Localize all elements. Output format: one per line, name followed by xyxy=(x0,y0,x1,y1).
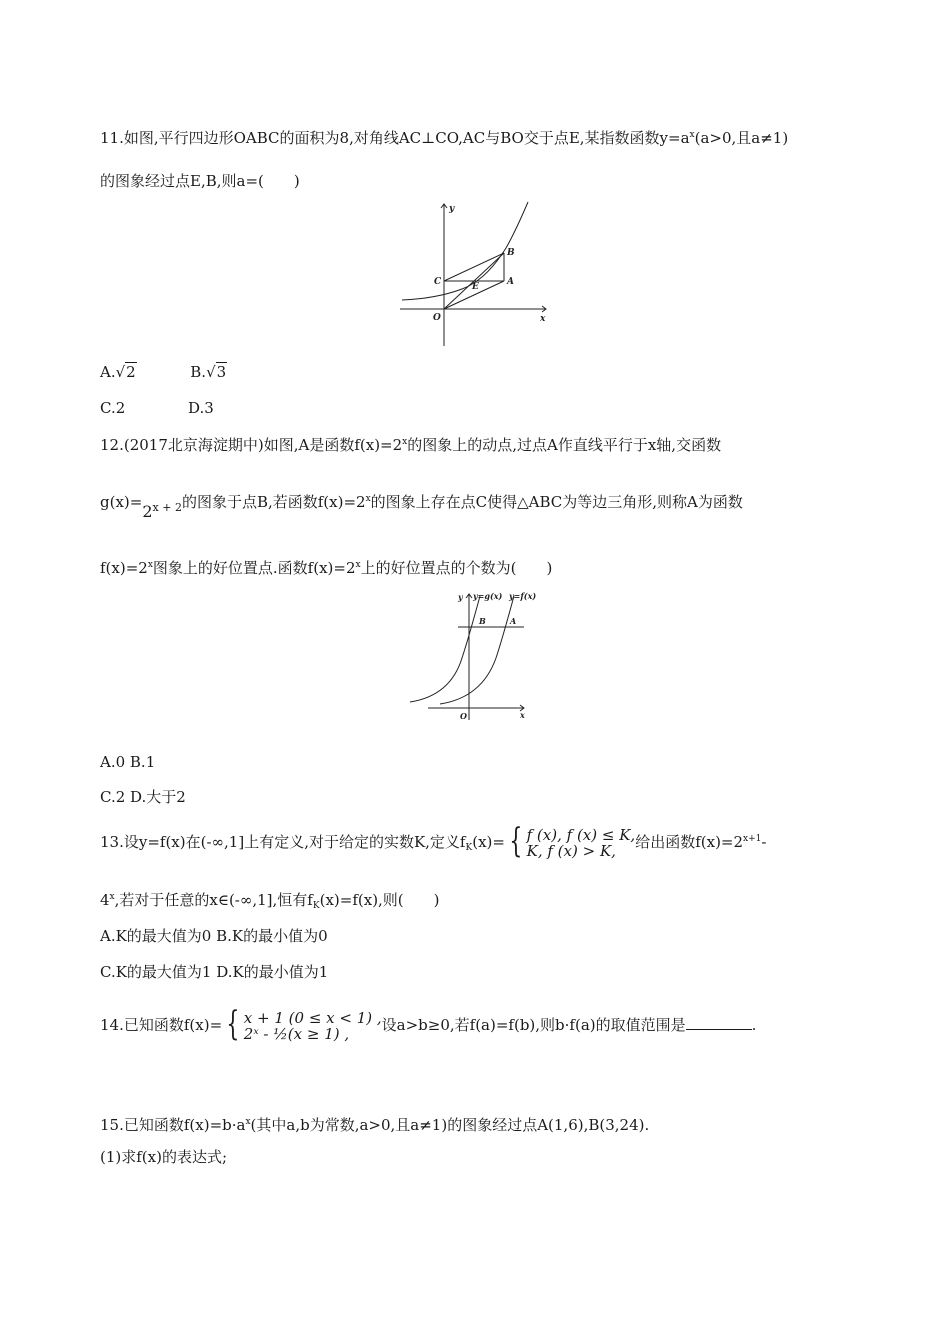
q12-sup-3b: x xyxy=(355,560,361,570)
q12-text-2b: 的图象于点B,若函数f(x)=2 xyxy=(181,493,366,511)
q14-case-2: 2ˣ - ½(x ≥ 1) , xyxy=(243,1025,350,1043)
q15-sup: x xyxy=(245,1117,251,1127)
q13-text-1d: - xyxy=(761,833,767,851)
q11-opt-a-value: 2 xyxy=(126,363,136,381)
q12-label-y: y xyxy=(458,592,463,602)
q13-text-1c: 给出函数f(x)=2 xyxy=(635,833,744,851)
q13-sup-2: x xyxy=(109,892,115,902)
q13-opt-1: A.K的最大值为0 B.K的最小值为0 xyxy=(100,927,328,945)
q13-options-2 xyxy=(100,962,328,982)
q12-power-exp: x + 2 xyxy=(152,501,182,514)
q11-line2 xyxy=(100,171,300,191)
q14-end: . xyxy=(751,1016,757,1034)
q12-label-f: y=f(x) xyxy=(509,591,536,601)
q13-brace: { xyxy=(509,821,523,861)
q13-sub-1: K xyxy=(465,843,473,853)
q13-sub-2: K xyxy=(312,901,320,911)
q11-label-B: B xyxy=(507,248,515,258)
q11-segment-CB xyxy=(444,253,504,281)
q12-text-3b: 图象上的好位置点.函数f(x)=2 xyxy=(152,559,356,577)
q13-text-2c: (x)=f(x),则( ) xyxy=(319,891,440,909)
q11-text-1-tail: (a>0,且a≠1) xyxy=(694,129,789,147)
q13-text-2a: 4 xyxy=(100,891,110,909)
q12-text-3c: 上的好位置点的个数为( ) xyxy=(360,559,553,577)
q15-line1 xyxy=(100,1115,649,1138)
q13-text-1a: 13.设y=f(x)在(-∞,1]上有定义,对于给定的实数K,定义f xyxy=(100,833,466,851)
q11-opt-b-sqrt: √3 xyxy=(206,363,227,381)
q12-options-1 xyxy=(100,752,155,772)
q12-curve-f xyxy=(440,596,517,704)
q15-text-1a: 15.已知函数f(x)=b·a xyxy=(100,1116,246,1134)
q12-power xyxy=(142,502,182,524)
q12-sup-2: x xyxy=(365,494,371,504)
q12-figure xyxy=(406,588,536,722)
q12-label-A: A xyxy=(510,616,517,626)
q11-label-C: C xyxy=(434,277,442,287)
q12-text-1b: 的图象上的动点,过点A作直线平行于x轴,交函数 xyxy=(407,436,722,454)
q15-line2 xyxy=(100,1147,227,1167)
q12-line2 xyxy=(100,492,743,521)
q12-label-B: B xyxy=(479,616,486,626)
q12-sup-3a: x xyxy=(147,560,153,570)
q14-case-1: x + 1 (0 ≤ x < 1) , xyxy=(243,1009,382,1027)
q12-line3 xyxy=(100,558,552,581)
q11-sup: x xyxy=(689,130,695,140)
q12-options-2 xyxy=(100,787,186,807)
q12-power-base: 2 xyxy=(142,502,153,521)
q12-label-g: y=g(x) xyxy=(473,591,503,601)
q14-tail: 设a>b≥0,若f(a)=f(b),则b·f(a)的取值范围是 xyxy=(381,1016,686,1034)
q13-line1 xyxy=(100,822,766,865)
q13-text-1b: (x)= xyxy=(472,833,505,851)
q12-opt-1: A.0 B.1 xyxy=(100,753,156,771)
q13-text-2b: ,若对于任意的x∈(-∞,1],恒有f xyxy=(114,891,313,909)
q13-options-1 xyxy=(100,926,328,946)
q13-case-1: f (x), f (x) ≤ K, xyxy=(526,826,636,844)
q11-options-ab xyxy=(100,362,227,382)
q12-label-x: x xyxy=(520,710,525,720)
q12-sup-1: x xyxy=(402,437,408,447)
q11-label-y: y xyxy=(449,204,455,214)
q15-text-2: (1)求f(x)的表达式; xyxy=(100,1148,228,1166)
q12-text-3a: f(x)=2 xyxy=(100,559,148,577)
q11-opt-a-sqrt: √2 xyxy=(115,363,136,381)
q11-label-A: A xyxy=(507,277,514,287)
q15-text-1b: (其中a,b为常数,a>0,且a≠1)的图象经过点A(1,6),B(3,24). xyxy=(250,1116,650,1134)
q13-cases xyxy=(527,827,636,859)
q11-line1 xyxy=(100,128,788,151)
q12-text-1a: 12.(2017北京海淀期中)如图,A是函数f(x)=2 xyxy=(100,436,403,454)
q11-opt-c: C.2 xyxy=(100,399,126,417)
q13-opt-2: C.K的最大值为1 D.K的最小值为1 xyxy=(100,963,329,981)
q12-text-2c: 的图象上存在点C使得△ABC为等边三角形,则称A为函数 xyxy=(370,493,743,511)
q11-options-cd xyxy=(100,398,214,418)
q11-opt-d: D.3 xyxy=(188,399,214,417)
q13-case-2: K, f (x) > K, xyxy=(526,842,616,860)
q11-opt-a: A. xyxy=(100,363,116,381)
q12-opt-2: C.2 D.大于2 xyxy=(100,788,186,806)
q11-label-O: O xyxy=(433,313,441,323)
q13-sup-1: x+1 xyxy=(743,834,762,844)
q12-line1 xyxy=(100,435,721,458)
q11-opt-b: B. xyxy=(190,363,207,381)
q11-opt-b-value: 3 xyxy=(216,363,227,381)
q14-brace: { xyxy=(226,1004,240,1044)
q11-label-E: E xyxy=(472,282,479,292)
q14-line1 xyxy=(100,1005,756,1045)
q13-line2 xyxy=(100,890,440,913)
q12-label-O: O xyxy=(460,711,467,721)
q11-label-x: x xyxy=(540,314,546,324)
q11-figure xyxy=(396,196,556,348)
q14-cases xyxy=(244,1010,382,1042)
q14-answer-blank[interactable] xyxy=(686,1015,752,1030)
q14-lead: 14.已知函数f(x)= xyxy=(100,1016,223,1034)
q11-text-2: 的图象经过点E,B,则a=( ) xyxy=(100,172,300,190)
q11-text-1: 11.如图,平行四边形OABC的面积为8,对角线AC⊥CO,AC与BO交于点E,某指数函数y=a xyxy=(100,129,690,147)
q12-text-2a: g(x)= xyxy=(100,493,143,511)
